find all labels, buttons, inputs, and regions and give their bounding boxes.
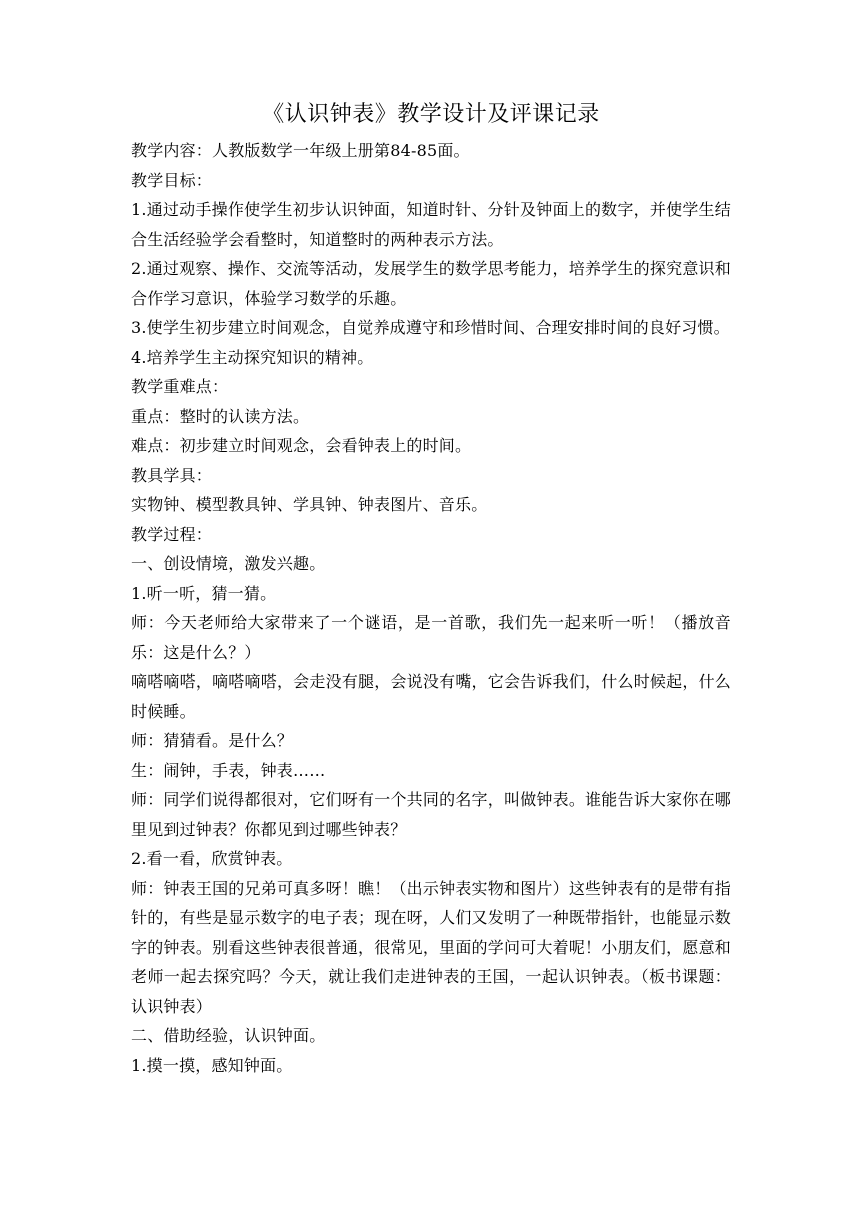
materials-list: 实物钟、模型教具钟、学具钟、钟表图片、音乐。: [131, 495, 488, 514]
objective-2: 2.通过观察、操作、交流等活动，发展学生的数学思考能力，培养学生的探究意识和合作学习意识，体验学习数学的乐趣。: [131, 259, 731, 308]
heading-key-points: 教学重难点：: [131, 377, 229, 396]
objective-4: 4.培养学生主动探究知识的精神。: [131, 347, 374, 367]
step-2-1: 1.摸一摸，感知钟面。: [131, 1055, 293, 1075]
heading-materials: 教具学具：: [131, 465, 213, 485]
key-point: 重点：整时的认读方法。: [131, 406, 310, 426]
teacher-line-2: 师：猜猜看。是什么？: [131, 731, 294, 750]
teacher-line-1: 师：今天老师给大家带来了一个谜语，是一首歌，我们先一起来听一听！（播放音乐：这是什么？）: [131, 613, 731, 662]
section-2-heading: 二、借助经验，认识钟面。: [131, 1026, 326, 1045]
paragraph-content: 教学内容：人教版数学一年级上册第84-85面。: [131, 141, 470, 160]
heading-objectives: 教学目标：: [131, 170, 213, 190]
heading-process: 教学过程：: [131, 524, 213, 544]
teacher-line-4: 师：钟表王国的兄弟可真多呀！瞧！（出示钟表实物和图片）这些钟表有的是带有指针的，有些是显示数字的电子表；现在呀，人们又发明了一种既带指针，也能显示数字的钟表。别看这些钟表很普通，很常见，里面的学问可大着呢！小朋友们，愿意和老师一起去探究吗？今天，就让我们走进钟表的王国，一起认识钟表。（板书课题：认识钟表）: [131, 878, 731, 1016]
objective-1: 1.通过动手操作使学生初步认识钟面，知道时针、分针及钟面上的数字，并使学生结合生活经验学会看整时，知道整时的两种表示方法。: [131, 200, 731, 249]
teacher-line-3: 师：同学们说得都很对，它们呀有一个共同的名字，叫做钟表。谁能告诉大家你在哪里见到过钟表？你都见到过哪些钟表？: [131, 790, 731, 839]
document-page: [131, 98, 731, 1080]
section-1-heading: 一、创设情境，激发兴趣。: [131, 554, 326, 573]
objective-3: 3.使学生初步建立时间观念，自觉养成遵守和珍惜时间、合理安排时间的良好习惯。: [131, 318, 730, 337]
riddle-text: 嘀嗒嘀嗒，嘀嗒嘀嗒，会走没有腿，会说没有嘴，它会告诉我们，什么时候起，什么时候睡。: [131, 672, 731, 721]
step-1-1: 1.听一听，猜一猜。: [131, 583, 277, 603]
student-line-1: 生：闹钟，手表，钟表……: [131, 760, 326, 780]
difficult-point: 难点：初步建立时间观念，会看钟表上的时间。: [131, 436, 472, 455]
step-1-2: 2.看一看，欣赏钟表。: [131, 849, 293, 868]
document-title: 《认识钟表》教学设计及评课记录: [262, 102, 600, 127]
